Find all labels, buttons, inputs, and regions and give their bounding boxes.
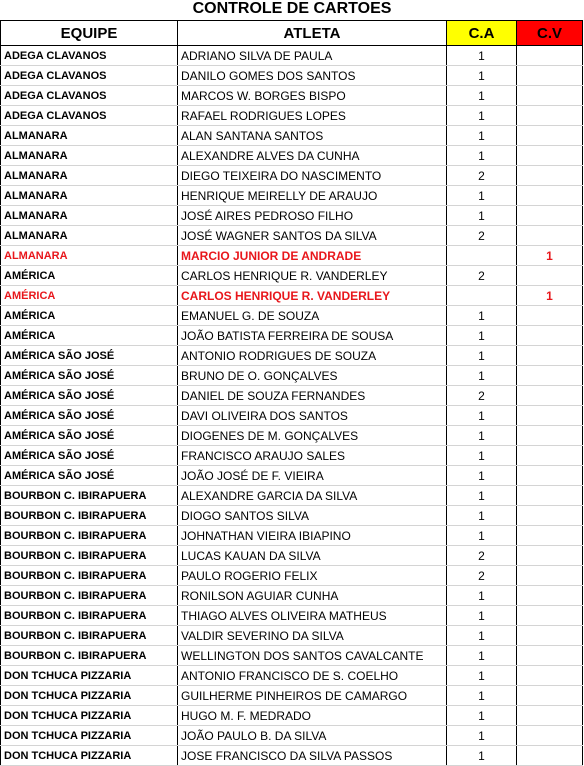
red-card-cell[interactable] xyxy=(517,526,583,546)
table-row xyxy=(1,286,583,306)
yellow-card-cell[interactable]: 1 xyxy=(447,186,517,206)
red-card-cell[interactable] xyxy=(517,226,583,246)
red-card-cell[interactable] xyxy=(517,126,583,146)
table-row xyxy=(1,486,583,506)
team-cell[interactable]: AMÉRICA SÃO JOSÉ xyxy=(1,466,178,486)
team-cell[interactable]: AMÉRICA SÃO JOSÉ xyxy=(1,346,178,366)
yellow-card-cell[interactable]: 2 xyxy=(447,266,517,286)
table-row xyxy=(1,146,583,166)
yellow-card-cell[interactable]: 1 xyxy=(447,746,517,766)
yellow-card-cell[interactable]: 1 xyxy=(447,326,517,346)
team-cell[interactable]: AMÉRICA xyxy=(1,266,178,286)
table-row xyxy=(1,606,583,626)
athlete-cell[interactable]: THIAGO ALVES OLIVEIRA MATHEUS xyxy=(178,606,447,626)
table-row xyxy=(1,686,583,706)
athlete-cell[interactable]: HENRIQUE MEIRELLY DE ARAUJO xyxy=(178,186,447,206)
team-cell[interactable]: BOURBON C. IBIRAPUERA xyxy=(1,526,178,546)
yellow-card-cell[interactable]: 1 xyxy=(447,626,517,646)
yellow-card-cell[interactable]: 2 xyxy=(447,566,517,586)
team-cell[interactable]: ALMANARA xyxy=(1,126,178,146)
team-cell[interactable]: AMÉRICA SÃO JOSÉ xyxy=(1,406,178,426)
red-card-cell[interactable] xyxy=(517,666,583,686)
header-red-cards[interactable]: C.V xyxy=(517,21,583,46)
athlete-cell[interactable]: WELLINGTON DOS SANTOS CAVALCANTE xyxy=(178,646,447,666)
red-card-cell[interactable] xyxy=(517,426,583,446)
athlete-cell[interactable]: JOSE FRANCISCO DA SILVA PASSOS xyxy=(178,746,447,766)
athlete-cell[interactable]: MARCOS W. BORGES BISPO xyxy=(178,86,447,106)
team-cell[interactable]: BOURBON C. IBIRAPUERA xyxy=(1,586,178,606)
yellow-card-cell[interactable]: 1 xyxy=(447,206,517,226)
team-cell[interactable]: BOURBON C. IBIRAPUERA xyxy=(1,646,178,666)
table-row xyxy=(1,506,583,526)
team-cell[interactable]: ADEGA CLAVANOS xyxy=(1,46,178,66)
table-row xyxy=(1,206,583,226)
cards-table xyxy=(0,20,583,766)
table-row xyxy=(1,266,583,286)
red-card-cell[interactable] xyxy=(517,266,583,286)
yellow-card-cell[interactable]: 1 xyxy=(447,506,517,526)
yellow-card-cell[interactable]: 1 xyxy=(447,526,517,546)
table-row xyxy=(1,326,583,346)
yellow-card-cell[interactable]: 1 xyxy=(447,66,517,86)
yellow-card-cell[interactable]: 1 xyxy=(447,586,517,606)
team-cell[interactable]: DON TCHUCA PIZZARIA xyxy=(1,706,178,726)
athlete-cell[interactable]: ALEXANDRE ALVES DA CUNHA xyxy=(178,146,447,166)
team-cell[interactable]: AMÉRICA SÃO JOSÉ xyxy=(1,366,178,386)
athlete-cell[interactable]: EMANUEL G. DE SOUZA xyxy=(178,306,447,326)
yellow-card-cell[interactable]: 1 xyxy=(447,446,517,466)
header-athlete[interactable]: ATLETA xyxy=(178,21,447,46)
yellow-card-cell[interactable]: 1 xyxy=(447,686,517,706)
red-card-cell[interactable] xyxy=(517,346,583,366)
team-cell[interactable]: ALMANARA xyxy=(1,206,178,226)
red-card-cell[interactable] xyxy=(517,46,583,66)
red-card-cell[interactable] xyxy=(517,726,583,746)
yellow-card-cell[interactable]: 1 xyxy=(447,426,517,446)
athlete-cell[interactable]: ALAN SANTANA SANTOS xyxy=(178,126,447,146)
athlete-cell[interactable]: GUILHERME PINHEIROS DE CAMARGO xyxy=(178,686,447,706)
team-cell[interactable]: BOURBON C. IBIRAPUERA xyxy=(1,506,178,526)
athlete-cell[interactable]: JOSÉ AIRES PEDROSO FILHO xyxy=(178,206,447,226)
table-row xyxy=(1,106,583,126)
team-cell[interactable]: ALMANARA xyxy=(1,226,178,246)
yellow-card-cell[interactable]: 1 xyxy=(447,86,517,106)
athlete-cell[interactable]: DIEGO TEIXEIRA DO NASCIMENTO xyxy=(178,166,447,186)
table-row xyxy=(1,526,583,546)
athlete-cell[interactable]: DANILO GOMES DOS SANTOS xyxy=(178,66,447,86)
athlete-cell[interactable]: ANTONIO RODRIGUES DE SOUZA xyxy=(178,346,447,366)
yellow-card-cell[interactable]: 1 xyxy=(447,646,517,666)
red-card-cell[interactable] xyxy=(517,206,583,226)
yellow-card-cell[interactable]: 2 xyxy=(447,226,517,246)
team-cell[interactable]: DON TCHUCA PIZZARIA xyxy=(1,666,178,686)
table-row xyxy=(1,626,583,646)
header-team[interactable]: EQUIPE xyxy=(1,21,178,46)
red-card-cell[interactable] xyxy=(517,686,583,706)
table-row xyxy=(1,446,583,466)
yellow-card-cell[interactable]: 2 xyxy=(447,386,517,406)
team-cell[interactable]: ALMANARA xyxy=(1,246,178,266)
table-row xyxy=(1,386,583,406)
table-row xyxy=(1,346,583,366)
athlete-cell[interactable]: MARCIO JUNIOR DE ANDRADE xyxy=(178,246,447,266)
yellow-card-cell[interactable]: 1 xyxy=(447,346,517,366)
yellow-card-cell[interactable]: 1 xyxy=(447,366,517,386)
team-cell[interactable]: BOURBON C. IBIRAPUERA xyxy=(1,486,178,506)
table-row xyxy=(1,646,583,666)
red-card-cell[interactable] xyxy=(517,366,583,386)
red-card-cell[interactable] xyxy=(517,746,583,766)
athlete-cell[interactable]: CARLOS HENRIQUE R. VANDERLEY xyxy=(178,286,447,306)
red-card-cell[interactable] xyxy=(517,506,583,526)
team-cell[interactable]: ALMANARA xyxy=(1,166,178,186)
athlete-cell[interactable]: DIOGO SANTOS SILVA xyxy=(178,506,447,526)
table-row xyxy=(1,406,583,426)
red-card-cell[interactable] xyxy=(517,606,583,626)
team-cell[interactable]: AMÉRICA xyxy=(1,326,178,346)
table-row xyxy=(1,46,583,66)
red-card-cell[interactable] xyxy=(517,446,583,466)
table-row xyxy=(1,666,583,686)
team-cell[interactable]: AMÉRICA SÃO JOSÉ xyxy=(1,386,178,406)
athlete-cell[interactable]: DIOGENES DE M. GONÇALVES xyxy=(178,426,447,446)
team-cell[interactable]: DON TCHUCA PIZZARIA xyxy=(1,746,178,766)
team-cell[interactable]: AMÉRICA SÃO JOSÉ xyxy=(1,446,178,466)
table-row xyxy=(1,466,583,486)
red-card-cell[interactable] xyxy=(517,586,583,606)
athlete-cell[interactable]: VALDIR SEVERINO DA SILVA xyxy=(178,626,447,646)
yellow-card-cell[interactable]: 1 xyxy=(447,146,517,166)
yellow-card-cell[interactable]: 2 xyxy=(447,166,517,186)
athlete-cell[interactable]: LUCAS KAUAN DA SILVA xyxy=(178,546,447,566)
yellow-card-cell[interactable]: 1 xyxy=(447,666,517,686)
athlete-cell[interactable]: ANTONIO FRANCISCO DE S. COELHO xyxy=(178,666,447,686)
yellow-card-cell[interactable]: 1 xyxy=(447,306,517,326)
yellow-card-cell[interactable]: 1 xyxy=(447,706,517,726)
athlete-cell[interactable]: JOHNATHAN VIEIRA IBIAPINO xyxy=(178,526,447,546)
sheet-title: CONTROLE DE CARTOES xyxy=(192,0,392,17)
red-card-cell[interactable] xyxy=(517,86,583,106)
red-card-cell[interactable] xyxy=(517,326,583,346)
team-cell[interactable]: AMÉRICA xyxy=(1,306,178,326)
athlete-cell[interactable]: RAFAEL RODRIGUES LOPES xyxy=(178,106,447,126)
team-cell[interactable]: BOURBON C. IBIRAPUERA xyxy=(1,606,178,626)
red-card-cell[interactable] xyxy=(517,106,583,126)
team-cell[interactable]: AMÉRICA xyxy=(1,286,178,306)
red-card-cell[interactable]: 1 xyxy=(517,246,583,266)
red-card-cell[interactable] xyxy=(517,626,583,646)
table-row xyxy=(1,126,583,146)
athlete-cell[interactable]: PAULO ROGERIO FELIX xyxy=(178,566,447,586)
table-row xyxy=(1,726,583,746)
yellow-card-cell[interactable]: 1 xyxy=(447,466,517,486)
table-row xyxy=(1,566,583,586)
team-cell[interactable]: ALMANARA xyxy=(1,146,178,166)
yellow-card-cell[interactable]: 2 xyxy=(447,546,517,566)
table-row xyxy=(1,426,583,446)
team-cell[interactable]: AMÉRICA SÃO JOSÉ xyxy=(1,426,178,446)
table-row xyxy=(1,706,583,726)
table-row xyxy=(1,586,583,606)
red-card-cell[interactable] xyxy=(517,566,583,586)
team-cell[interactable]: DON TCHUCA PIZZARIA xyxy=(1,686,178,706)
athlete-cell[interactable]: RONILSON AGUIAR CUNHA xyxy=(178,586,447,606)
table-row xyxy=(1,86,583,106)
table-row xyxy=(1,226,583,246)
athlete-cell[interactable]: ALEXANDRE GARCIA DA SILVA xyxy=(178,486,447,506)
table-row xyxy=(1,166,583,186)
yellow-card-cell[interactable]: 1 xyxy=(447,406,517,426)
team-cell[interactable]: ADEGA CLAVANOS xyxy=(1,86,178,106)
red-card-cell[interactable]: 1 xyxy=(517,286,583,306)
red-card-cell[interactable] xyxy=(517,306,583,326)
table-row xyxy=(1,366,583,386)
yellow-card-cell[interactable]: 1 xyxy=(447,106,517,126)
red-card-cell[interactable] xyxy=(517,486,583,506)
athlete-cell[interactable]: JOÃO JOSÉ DE F. VIEIRA xyxy=(178,466,447,486)
team-cell[interactable]: BOURBON C. IBIRAPUERA xyxy=(1,566,178,586)
athlete-cell[interactable]: DAVI OLIVEIRA DOS SANTOS xyxy=(178,406,447,426)
athlete-cell[interactable]: HUGO M. F. MEDRADO xyxy=(178,706,447,726)
team-cell[interactable]: DON TCHUCA PIZZARIA xyxy=(1,726,178,746)
athlete-cell[interactable]: BRUNO DE O. GONÇALVES xyxy=(178,366,447,386)
red-card-cell[interactable] xyxy=(517,166,583,186)
red-card-cell[interactable] xyxy=(517,466,583,486)
table-row xyxy=(1,746,583,766)
header-yellow-cards[interactable]: C.A xyxy=(447,21,517,46)
athlete-cell[interactable]: ADRIANO SILVA DE PAULA xyxy=(178,46,447,66)
yellow-card-cell[interactable] xyxy=(447,246,517,266)
yellow-card-cell[interactable] xyxy=(447,286,517,306)
yellow-card-cell[interactable]: 1 xyxy=(447,726,517,746)
red-card-cell[interactable] xyxy=(517,546,583,566)
table-row xyxy=(1,306,583,326)
athlete-cell[interactable]: CARLOS HENRIQUE R. VANDERLEY xyxy=(178,266,447,286)
athlete-cell[interactable]: DANIEL DE SOUZA FERNANDES xyxy=(178,386,447,406)
red-card-cell[interactable] xyxy=(517,706,583,726)
table-row xyxy=(1,546,583,566)
red-card-cell[interactable] xyxy=(517,386,583,406)
red-card-cell[interactable] xyxy=(517,406,583,426)
yellow-card-cell[interactable]: 1 xyxy=(447,126,517,146)
yellow-card-cell[interactable]: 1 xyxy=(447,606,517,626)
athlete-cell[interactable]: FRANCISCO ARAUJO SALES xyxy=(178,446,447,466)
red-card-cell[interactable] xyxy=(517,186,583,206)
header-row xyxy=(1,21,583,46)
athlete-cell[interactable]: JOSÉ WAGNER SANTOS DA SILVA xyxy=(178,226,447,246)
table-row xyxy=(1,186,583,206)
red-card-cell[interactable] xyxy=(517,146,583,166)
athlete-cell[interactable]: JOÃO BATISTA FERREIRA DE SOUSA xyxy=(178,326,447,346)
table-row xyxy=(1,66,583,86)
team-cell[interactable]: ADEGA CLAVANOS xyxy=(1,106,178,126)
athlete-cell[interactable]: JOÃO PAULO B. DA SILVA xyxy=(178,726,447,746)
red-card-cell[interactable] xyxy=(517,646,583,666)
team-cell[interactable]: BOURBON C. IBIRAPUERA xyxy=(1,546,178,566)
team-cell[interactable]: ALMANARA xyxy=(1,186,178,206)
team-cell[interactable]: BOURBON C. IBIRAPUERA xyxy=(1,626,178,646)
table-row xyxy=(1,246,583,266)
red-card-cell[interactable] xyxy=(517,66,583,86)
yellow-card-cell[interactable]: 1 xyxy=(447,486,517,506)
team-cell[interactable]: ADEGA CLAVANOS xyxy=(1,66,178,86)
yellow-card-cell[interactable]: 1 xyxy=(447,46,517,66)
